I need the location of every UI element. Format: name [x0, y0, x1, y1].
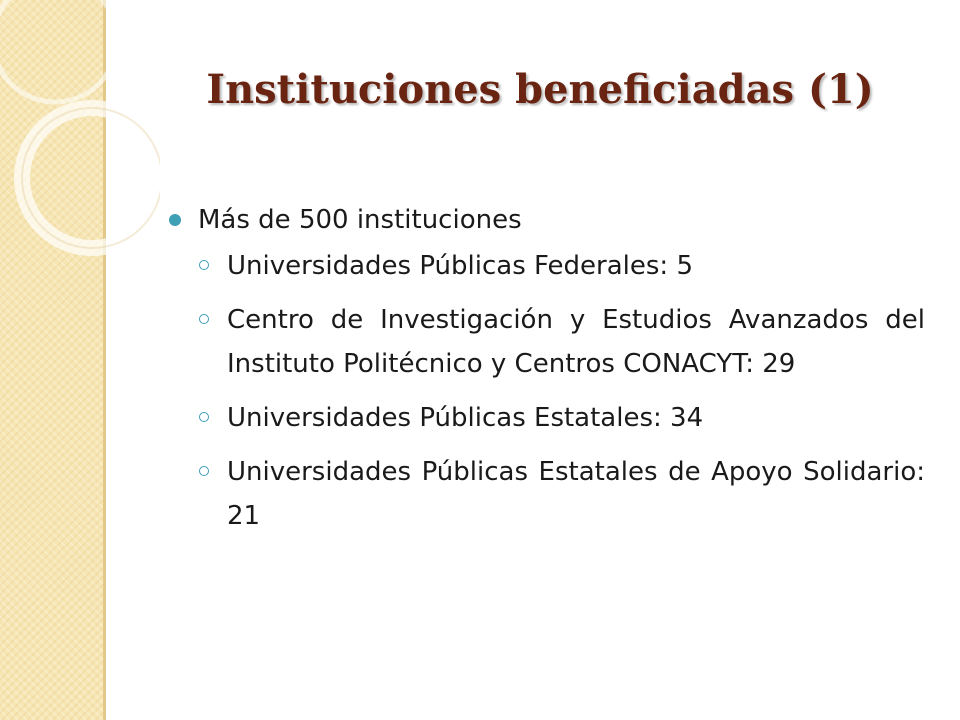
bullet-text: Más de 500 instituciones	[198, 205, 522, 235]
ring-bullet-icon	[199, 412, 209, 422]
sub-bullet-text: Universidades Públicas Estatales de Apoyo Solidario: 21	[227, 457, 925, 531]
sub-bullet-item	[165, 244, 925, 288]
sub-bullet-item	[165, 298, 925, 386]
ring-bullet-icon	[199, 260, 209, 270]
slide-content	[165, 196, 925, 548]
sub-bullet-text: Centro de Investigación y Estudios Avanzados del Instituto Politécnico y Centros CONACYT: 29	[227, 305, 925, 379]
decorative-rings-graphic	[0, 0, 160, 260]
ring-bullet-icon	[199, 314, 209, 324]
sub-bullet-item	[165, 450, 925, 538]
sub-bullet-text: Universidades Públicas Federales: 5	[227, 251, 693, 281]
ring-bullet-icon	[199, 466, 209, 476]
sub-bullet-text: Universidades Públicas Estatales: 34	[227, 403, 704, 433]
bullet-dot-icon	[169, 214, 181, 226]
sub-bullet-list	[165, 244, 925, 538]
bullet-item	[165, 196, 925, 244]
sub-bullet-item	[165, 396, 925, 440]
slide-title: Instituciones beneficiadas (1)	[206, 66, 874, 113]
